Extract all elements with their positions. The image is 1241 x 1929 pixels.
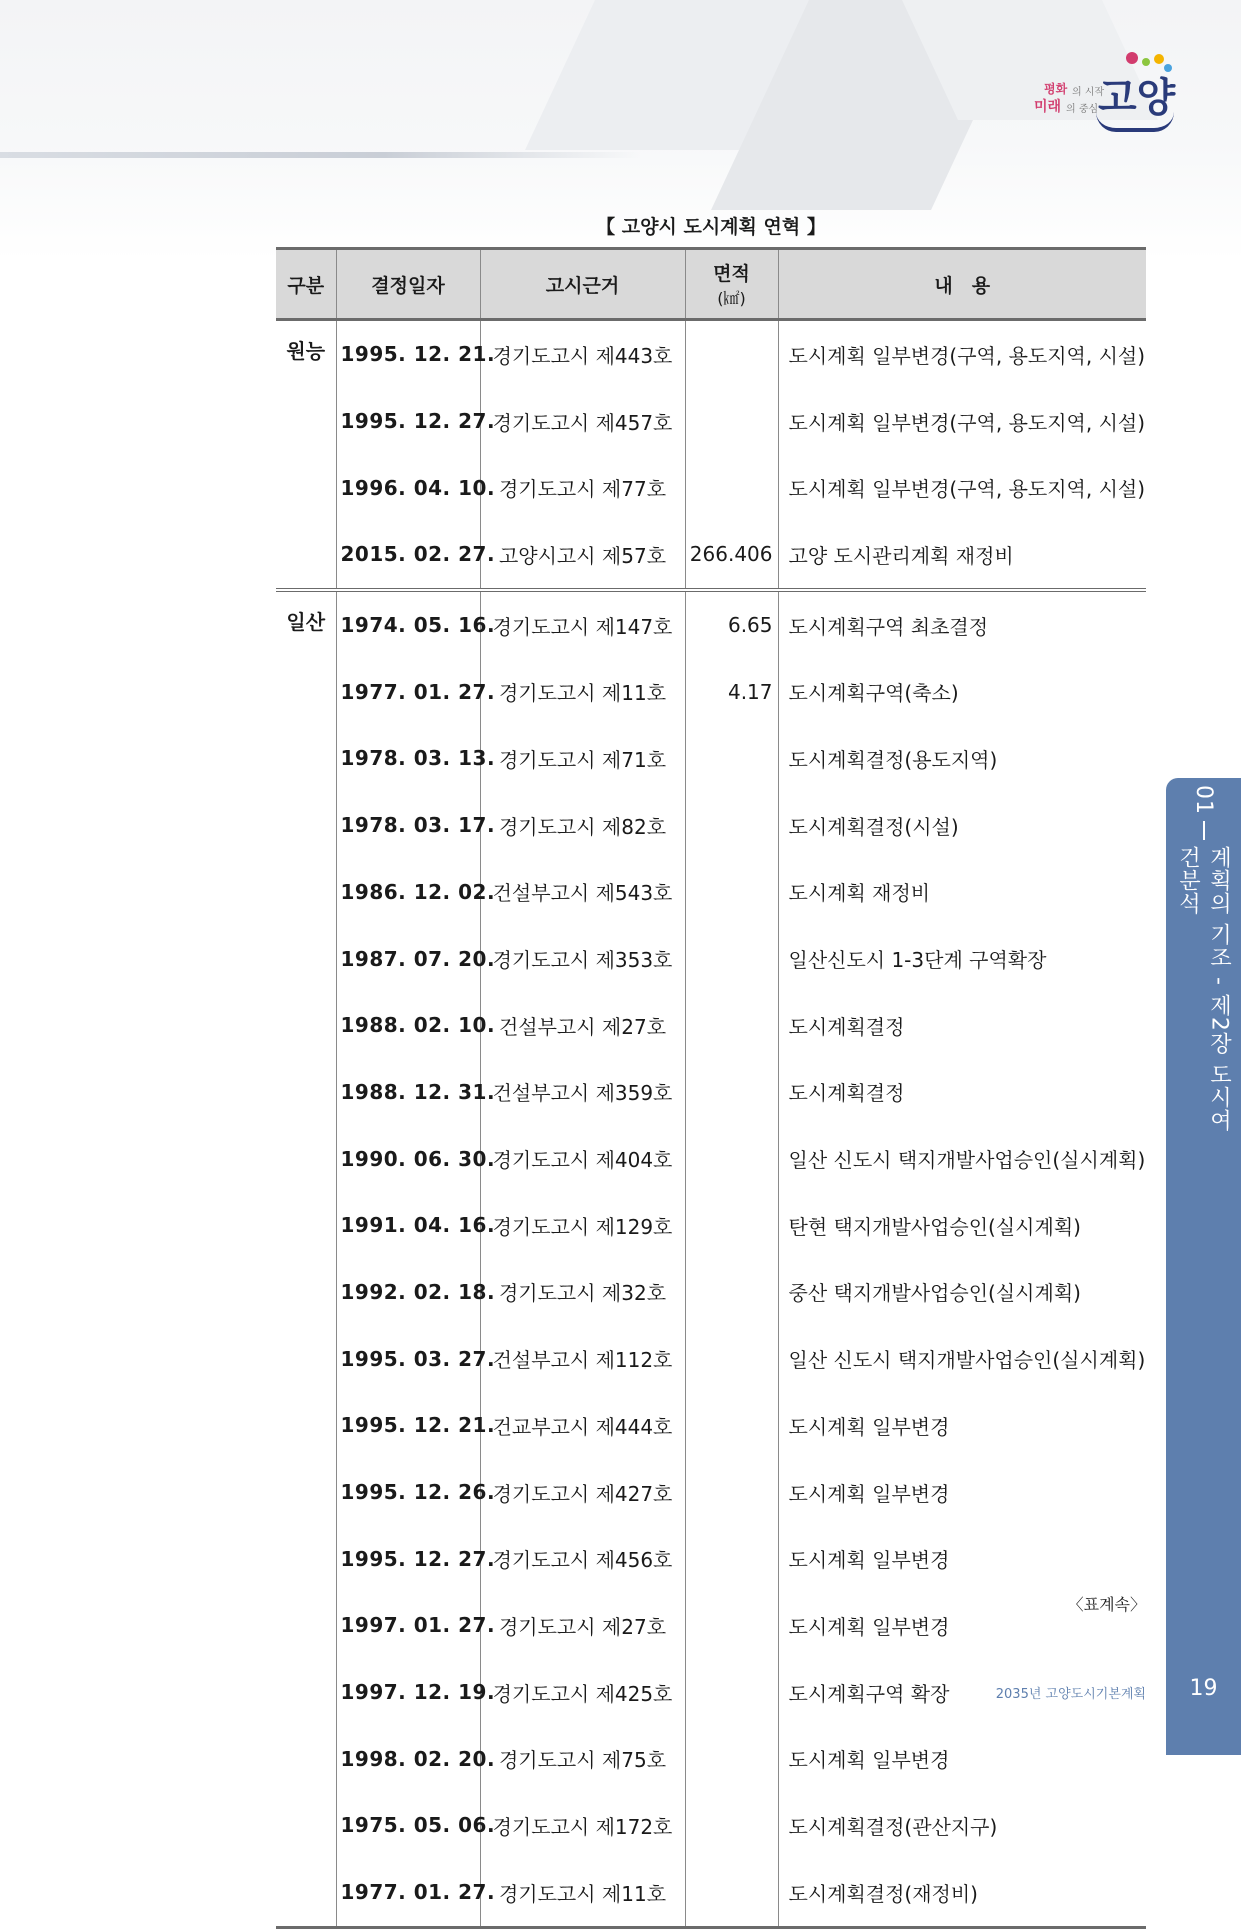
table-row	[276, 1259, 1146, 1326]
row-content-cell: 도시계획결정	[778, 1059, 1146, 1126]
row-group-cell	[276, 1792, 336, 1859]
row-basis-cell: 경기도고시 제82호	[480, 792, 685, 859]
row-basis-cell: 건교부고시 제444호	[480, 1392, 685, 1459]
row-content-cell: 도시계획구역(축소)	[778, 658, 1146, 725]
logo-city-name: 고양	[1098, 75, 1176, 121]
table-row	[276, 1125, 1146, 1192]
row-content-cell: 도시계획결정(시설)	[778, 792, 1146, 859]
page-number: 19	[1189, 1676, 1218, 1701]
header-group: 구분	[276, 249, 336, 320]
table-row	[276, 792, 1146, 859]
row-group-cell: 원능	[276, 320, 336, 388]
row-area-cell	[685, 388, 778, 455]
header-date: 결정일자	[336, 249, 480, 320]
row-area-cell: 6.65	[685, 590, 778, 659]
row-group-cell	[276, 1259, 336, 1326]
row-area-cell	[685, 992, 778, 1059]
plan-history-table	[276, 247, 1146, 1929]
row-content-cell: 도시계획 일부변경	[778, 1459, 1146, 1526]
row-basis-cell: 경기도고시 제27호	[480, 1592, 685, 1659]
row-content-cell: 도시계획 일부변경	[778, 1725, 1146, 1792]
row-group-cell	[276, 925, 336, 992]
chapter-title: 계획의 기조 - 제2장 도시여건분석	[1175, 845, 1232, 1132]
row-content-cell: 일산 신도시 택지개발사업승인(실시계획)	[778, 1125, 1146, 1192]
row-area-cell	[685, 1325, 778, 1392]
row-basis-cell: 경기도고시 제129호	[480, 1192, 685, 1259]
logo-slogan-text: 의 시작	[1072, 87, 1105, 98]
row-content-cell: 도시계획 일부변경(구역, 용도지역, 시설)	[778, 388, 1146, 455]
row-date-cell: 1987. 07. 20.	[336, 925, 480, 992]
row-area-cell	[685, 1392, 778, 1459]
header-area-label: 면적	[713, 263, 750, 285]
logo-slogan-text: 의 중심	[1066, 104, 1099, 115]
row-group-cell	[276, 388, 336, 455]
row-group-cell	[276, 1125, 336, 1192]
row-content-cell: 일산 신도시 택지개발사업승인(실시계획)	[778, 1325, 1146, 1392]
row-basis-cell: 건설부고시 제359호	[480, 1059, 685, 1126]
row-area-cell	[685, 1459, 778, 1526]
row-area-cell	[685, 1659, 778, 1726]
row-content-cell: 도시계획결정	[778, 992, 1146, 1059]
row-date-cell: 1977. 01. 27.	[336, 1859, 480, 1927]
row-content-cell: 도시계획결정(관산지구)	[778, 1792, 1146, 1859]
table-row	[276, 1525, 1146, 1592]
footer-doc-title: 2035년 고양도시기본계획	[995, 1687, 1146, 1702]
row-area-cell	[685, 792, 778, 859]
row-area-cell	[685, 1592, 778, 1659]
row-content-cell: 도시계획 일부변경	[778, 1525, 1146, 1592]
table-header-row	[276, 249, 1146, 320]
row-group-cell	[276, 658, 336, 725]
row-content-cell: 도시계획 일부변경	[778, 1392, 1146, 1459]
row-date-cell: 1995. 12. 21.	[336, 320, 480, 388]
header-basis: 고시근거	[480, 249, 685, 320]
table-row	[276, 320, 1146, 388]
table-row	[276, 1859, 1146, 1927]
chapter-separator	[1203, 821, 1205, 840]
row-content-cell: 일산신도시 1-3단계 구역확장	[778, 925, 1146, 992]
row-group-cell	[276, 725, 336, 792]
row-date-cell: 1995. 12. 26.	[336, 1459, 480, 1526]
row-group-cell	[276, 1392, 336, 1459]
header-rule	[0, 152, 640, 158]
row-group-cell	[276, 992, 336, 1059]
row-basis-cell: 경기도고시 제71호	[480, 725, 685, 792]
table-row	[276, 725, 1146, 792]
row-date-cell: 2015. 02. 27.	[336, 521, 480, 590]
row-area-cell	[685, 725, 778, 792]
row-basis-cell: 경기도고시 제75호	[480, 1725, 685, 1792]
row-date-cell: 1988. 12. 31.	[336, 1059, 480, 1126]
table-row	[276, 1792, 1146, 1859]
table-row	[276, 1059, 1146, 1126]
row-date-cell: 1992. 02. 18.	[336, 1259, 480, 1326]
row-group-cell	[276, 859, 336, 926]
row-content-cell: 고양 도시관리계획 재정비	[778, 521, 1146, 590]
table-row	[276, 992, 1146, 1059]
row-basis-cell: 경기도고시 제457호	[480, 388, 685, 455]
row-basis-cell: 경기도고시 제404호	[480, 1125, 685, 1192]
row-content-cell: 도시계획구역 확장	[778, 1659, 1146, 1726]
header-area	[685, 249, 778, 320]
row-content-cell: 도시계획구역 최초결정	[778, 590, 1146, 659]
row-date-cell: 1998. 02. 20.	[336, 1725, 480, 1792]
row-group-cell	[276, 521, 336, 590]
row-content-cell: 도시계획결정(용도지역)	[778, 725, 1146, 792]
row-basis-cell: 건설부고시 제543호	[480, 859, 685, 926]
row-date-cell: 1995. 12. 21.	[336, 1392, 480, 1459]
table-row	[276, 590, 1146, 659]
row-basis-cell: 경기도고시 제77호	[480, 454, 685, 521]
row-date-cell: 1995. 12. 27.	[336, 388, 480, 455]
row-basis-cell: 경기도고시 제427호	[480, 1459, 685, 1526]
row-basis-cell: 경기도고시 제11호	[480, 658, 685, 725]
row-area-cell	[685, 1059, 778, 1126]
logo-smile-arc	[1096, 112, 1174, 132]
header-area-unit: (㎢)	[717, 289, 746, 308]
logo-leaf-icon	[1142, 58, 1150, 66]
row-basis-cell: 경기도고시 제443호	[480, 320, 685, 388]
table-row	[276, 521, 1146, 590]
row-date-cell: 1978. 03. 13.	[336, 725, 480, 792]
row-content-cell: 도시계획결정(재정비)	[778, 1859, 1146, 1927]
row-area-cell	[685, 1792, 778, 1859]
row-area-cell	[685, 1525, 778, 1592]
row-group-cell	[276, 792, 336, 859]
row-date-cell: 1986. 12. 02.	[336, 859, 480, 926]
row-content-cell: 도시계획 재정비	[778, 859, 1146, 926]
logo-slogan-accent: 평화	[1044, 82, 1068, 96]
row-basis-cell: 경기도고시 제172호	[480, 1792, 685, 1859]
row-date-cell: 1978. 03. 17.	[336, 792, 480, 859]
table-row	[276, 658, 1146, 725]
chapter-side-label	[1166, 785, 1241, 1145]
row-content-cell: 중산 택지개발사업승인(실시계획)	[778, 1259, 1146, 1326]
row-date-cell: 1977. 01. 27.	[336, 658, 480, 725]
row-group-cell	[276, 1659, 336, 1726]
table-row	[276, 1325, 1146, 1392]
row-area-cell	[685, 1192, 778, 1259]
row-date-cell: 1990. 06. 30.	[336, 1125, 480, 1192]
table-row	[276, 1459, 1146, 1526]
row-area-cell	[685, 925, 778, 992]
row-group-cell	[276, 1525, 336, 1592]
table-title: 【 고양시 도시계획 연혁 】	[596, 216, 826, 238]
chapter-number: 01	[1191, 785, 1216, 815]
row-area-cell	[685, 1259, 778, 1326]
row-group-cell	[276, 1859, 336, 1927]
row-group-cell	[276, 1059, 336, 1126]
row-group-cell	[276, 1459, 336, 1526]
row-basis-cell: 경기도고시 제32호	[480, 1259, 685, 1326]
logo-star-icon	[1154, 54, 1164, 64]
row-basis-cell: 경기도고시 제11호	[480, 1859, 685, 1927]
row-date-cell: 1975. 05. 06.	[336, 1792, 480, 1859]
row-date-cell: 1996. 04. 10.	[336, 454, 480, 521]
row-date-cell: 1997. 12. 19.	[336, 1659, 480, 1726]
table-row	[276, 925, 1146, 992]
table-continued-note: 〈표계속〉	[1067, 1595, 1146, 1614]
row-area-cell	[685, 1725, 778, 1792]
row-date-cell: 1995. 12. 27.	[336, 1525, 480, 1592]
logo-slogan-accent: 미래	[1034, 99, 1062, 115]
table-row	[276, 388, 1146, 455]
row-date-cell: 1974. 05. 16.	[336, 590, 480, 659]
row-group-cell	[276, 1192, 336, 1259]
table-row	[276, 454, 1146, 521]
row-group-cell	[276, 454, 336, 521]
row-area-cell	[685, 1125, 778, 1192]
table-row	[276, 1725, 1146, 1792]
row-area-cell	[685, 454, 778, 521]
row-group-cell	[276, 1325, 336, 1392]
row-basis-cell: 건설부고시 제27호	[480, 992, 685, 1059]
row-group-cell	[276, 1725, 336, 1792]
row-basis-cell: 경기도고시 제353호	[480, 925, 685, 992]
row-basis-cell: 건설부고시 제112호	[480, 1325, 685, 1392]
header-content: 내 용	[778, 249, 1146, 320]
row-area-cell	[685, 859, 778, 926]
table-row	[276, 1392, 1146, 1459]
table-row	[276, 859, 1146, 926]
row-date-cell: 1997. 01. 27.	[336, 1592, 480, 1659]
row-content-cell: 도시계획 일부변경(구역, 용도지역, 시설)	[778, 320, 1146, 388]
table-row	[276, 1192, 1146, 1259]
row-area-cell	[685, 320, 778, 388]
row-basis-cell: 경기도고시 제425호	[480, 1659, 685, 1726]
row-basis-cell: 경기도고시 제456호	[480, 1525, 685, 1592]
row-area-cell: 266.406	[685, 521, 778, 590]
row-basis-cell: 고양시고시 제57호	[480, 521, 685, 590]
row-date-cell: 1991. 04. 16.	[336, 1192, 480, 1259]
row-date-cell: 1995. 03. 27.	[336, 1325, 480, 1392]
row-content-cell: 도시계획 일부변경	[778, 1592, 1146, 1659]
logo-flower-icon	[1126, 52, 1138, 64]
row-group-cell	[276, 1592, 336, 1659]
row-group-cell: 일산	[276, 590, 336, 659]
row-date-cell: 1988. 02. 10.	[336, 992, 480, 1059]
row-area-cell	[685, 1859, 778, 1927]
goyang-logo	[1030, 52, 1180, 132]
row-area-cell: 4.17	[685, 658, 778, 725]
row-content-cell: 도시계획 일부변경(구역, 용도지역, 시설)	[778, 454, 1146, 521]
row-basis-cell: 경기도고시 제147호	[480, 590, 685, 659]
row-content-cell: 탄현 택지개발사업승인(실시계획)	[778, 1192, 1146, 1259]
